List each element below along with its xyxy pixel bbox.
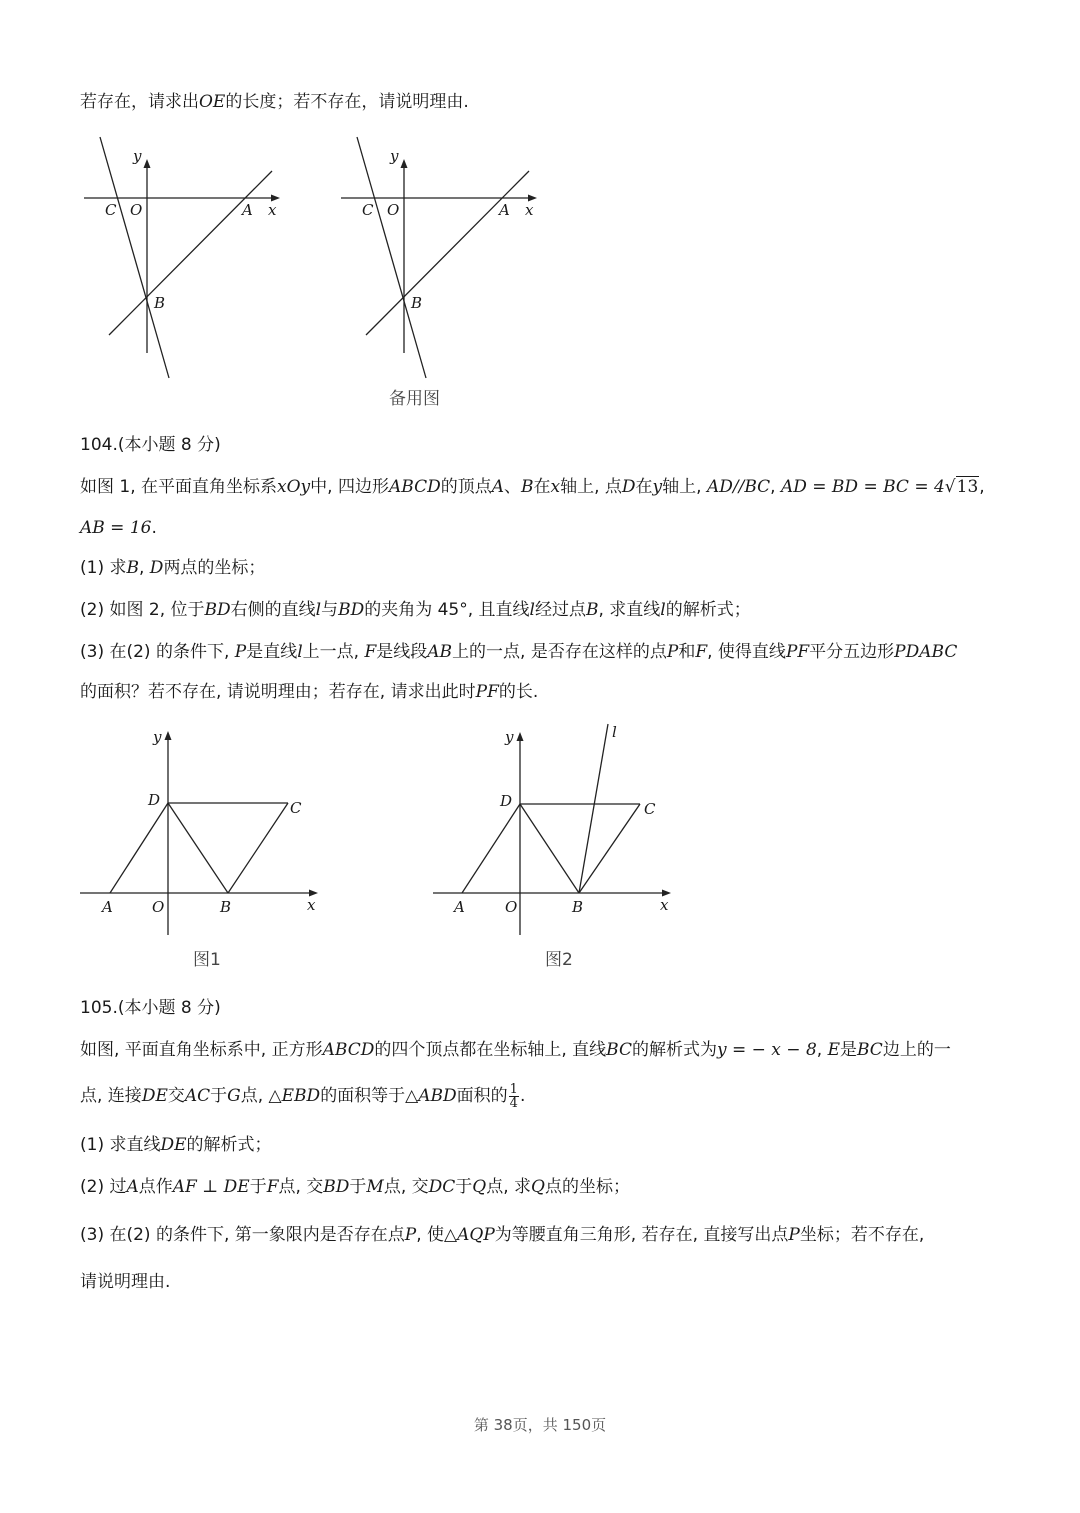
q105-header: 105.(本小题 8 分) bbox=[80, 998, 221, 1018]
y-axis-arrow bbox=[165, 731, 172, 740]
label-a: A bbox=[454, 898, 465, 916]
label-d: D bbox=[500, 792, 513, 810]
q105-part3-line2: 请说明理由. bbox=[80, 1272, 171, 1292]
line-cb bbox=[357, 137, 426, 378]
label-l: l bbox=[612, 723, 617, 741]
q105-part1: (1) 求直线DE的解析式； bbox=[80, 1135, 272, 1155]
segment-db bbox=[520, 804, 579, 893]
label-o: O bbox=[505, 898, 518, 916]
q105-part3-line1: (3) 在(2) 的条件下, 第一象限内是否存在点P, 使△AQP为等腰直角三角形, 若存在, 直接写出点P坐标；若不存在, bbox=[80, 1225, 925, 1245]
fraction-one-quarter: $\frac{1}{4}$ bbox=[509, 1081, 518, 1111]
prev-figure-main bbox=[80, 135, 290, 385]
segment-db bbox=[168, 803, 228, 893]
label-a: A bbox=[499, 201, 510, 219]
line-cb bbox=[100, 137, 169, 378]
label-x: x bbox=[660, 896, 669, 914]
q104-header: 104.(本小题 8 分) bbox=[80, 435, 221, 455]
segment-bc bbox=[579, 804, 640, 893]
label-b: B bbox=[572, 898, 584, 916]
q104-part3-line1: (3) 在(2) 的条件下, P是直线l上一点, F是线段AB上的一点, 是否存在这样的点P和F, 使得直线PF平分五边形PDABC bbox=[80, 642, 958, 662]
q105-stem-line1: 如图, 平面直角坐标系中, 正方形ABCD的四个顶点都在坐标轴上, 直线BC的解析式为y = − x − 8, E是BC边上的一 bbox=[80, 1040, 951, 1060]
q105-stem-line2: 点, 连接DE交AC于G点, △EBD的面积等于△ABD面积的 $\frac{1}{4}$ . bbox=[80, 1081, 526, 1111]
label-x: x bbox=[525, 201, 534, 219]
label-a: A bbox=[242, 201, 253, 219]
q105-part2: (2) 过A点作AF ⊥ DE于F点, 交BD于M点, 交DC于Q点, 求Q点的坐标； bbox=[80, 1177, 630, 1197]
label-c: C bbox=[290, 799, 302, 817]
page-footer: 第 38页，共 150页 bbox=[473, 1416, 607, 1434]
segment-ad bbox=[462, 804, 520, 893]
q104-figure-1 bbox=[78, 727, 328, 977]
label-c: C bbox=[362, 201, 374, 219]
label-c: C bbox=[644, 800, 656, 818]
label-a: A bbox=[102, 898, 113, 916]
figure-caption: 备用图 bbox=[389, 389, 440, 409]
label-y: y bbox=[153, 728, 162, 746]
y-axis-arrow bbox=[401, 159, 408, 168]
label-o: O bbox=[387, 201, 400, 219]
label-x: x bbox=[307, 896, 316, 914]
label-b: B bbox=[220, 898, 232, 916]
y-axis-arrow bbox=[144, 159, 151, 168]
label-x: x bbox=[268, 201, 277, 219]
prev-question-line: 若存在，请求出OE的长度；若不存在，请说明理由. bbox=[80, 92, 469, 112]
label-o: O bbox=[130, 201, 143, 219]
label-y: y bbox=[390, 147, 399, 165]
q104-stem-line1: 如图 1, 在平面直角坐标系xOy中, 四边形ABCD的顶点A、B在x轴上, 点D在y轴上, AD//BC, AD = BD = BC = 4√13, bbox=[80, 477, 985, 497]
label-d: D bbox=[148, 791, 161, 809]
label-y: y bbox=[133, 147, 142, 165]
label-b: B bbox=[154, 294, 166, 312]
figure-caption: 图2 bbox=[545, 950, 573, 970]
segment-ad bbox=[110, 803, 168, 893]
label-o: O bbox=[152, 898, 165, 916]
q104-figure-2 bbox=[431, 722, 681, 977]
q104-part2: (2) 如图 2, 位于BD右侧的直线l与BD的夹角为 45°, 且直线l经过点B, 求直线l的解析式； bbox=[80, 600, 751, 620]
q104-part1: (1) 求B, D两点的坐标； bbox=[80, 558, 266, 578]
q104-stem-line2: AB = 16. bbox=[80, 518, 157, 538]
label-y: y bbox=[505, 728, 514, 746]
line-l bbox=[579, 724, 608, 893]
prev-figure-spare bbox=[337, 135, 547, 415]
figure-caption: 图1 bbox=[193, 950, 221, 970]
q104-part3-line2: 的面积？若不存在, 请说明理由；若存在, 请求出此时PF的长. bbox=[80, 682, 539, 702]
y-axis-arrow bbox=[517, 732, 524, 741]
label-c: C bbox=[105, 201, 117, 219]
label-b: B bbox=[411, 294, 423, 312]
segment-bc bbox=[228, 803, 288, 893]
